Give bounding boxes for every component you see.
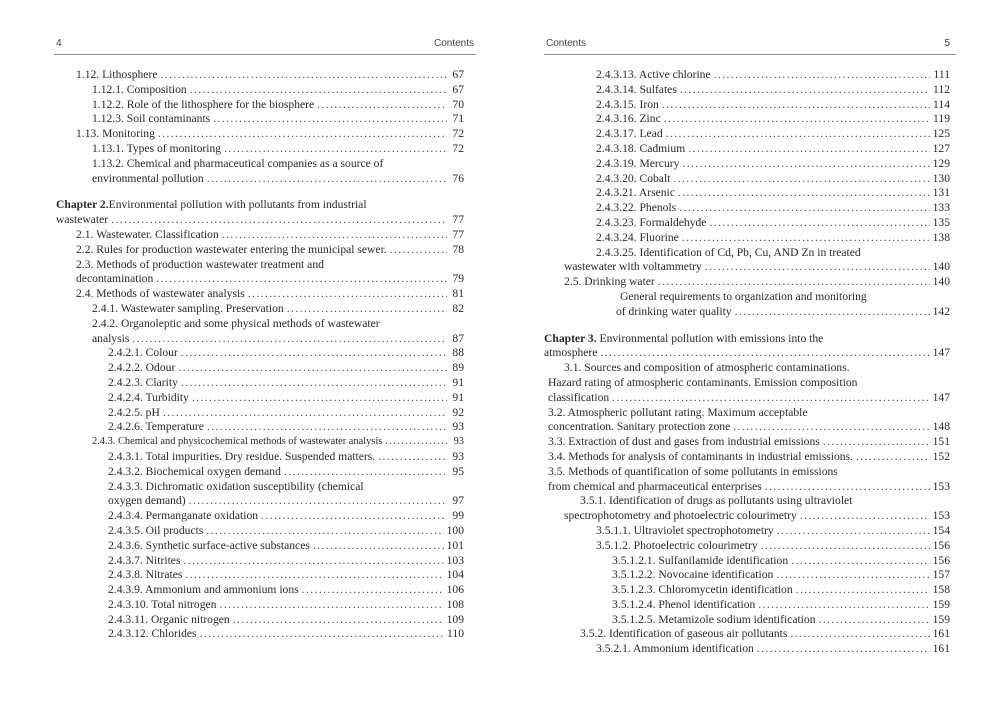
toc-entry[interactable]	[544, 554, 950, 569]
toc-page-number: 147	[932, 390, 950, 404]
toc-page-number: 129	[932, 156, 950, 170]
toc-entry[interactable]	[544, 583, 950, 598]
toc-leader-dots	[111, 213, 447, 228]
toc-leader-dots	[284, 465, 447, 480]
toc-page-number: 78	[452, 242, 464, 256]
toc-entry[interactable]	[56, 627, 464, 642]
toc-page-number: 95	[452, 464, 464, 478]
toc-page-number: 147	[932, 346, 950, 360]
toc-page-number: 110	[447, 627, 464, 641]
toc-entry-line: 1.13.2. Chemical and pharmaceutical companies as a source of	[92, 156, 384, 170]
toc-entry[interactable]	[56, 272, 464, 287]
toc-page-number: 77	[452, 213, 464, 227]
toc-entry[interactable]	[56, 346, 464, 361]
toc-entry-title: 2.4.3.9. Ammonium and ammonium ions	[108, 583, 299, 597]
toc-leader-dots	[185, 568, 443, 583]
toc-entry-title: 2.4.2.1. Colour	[108, 346, 178, 360]
toc-entry[interactable]	[544, 391, 950, 406]
toc-page-number: 97	[452, 494, 464, 508]
toc-entry[interactable]	[56, 83, 464, 98]
toc-page-number: 104	[446, 568, 464, 582]
toc-entry-title: 2.4.3.19. Mercury	[596, 156, 680, 170]
toc-entry[interactable]	[544, 420, 950, 435]
toc-entry[interactable]	[544, 642, 950, 657]
right-page	[500, 0, 1000, 704]
toc-page-number: 114	[933, 97, 950, 111]
toc-entry[interactable]	[56, 435, 464, 450]
toc-entry[interactable]	[544, 127, 950, 142]
chapter-label: Chapter 2.	[56, 198, 109, 212]
toc-leader-dots	[819, 613, 930, 628]
toc-page-number: 82	[452, 301, 464, 315]
toc-entry-title: 3.5.1.1. Ultraviolet spectrophotometry	[596, 523, 774, 537]
toc-entry-title: 2.5. Drinking water	[564, 275, 655, 289]
toc-entry[interactable]	[56, 127, 464, 142]
toc-page-number: 142	[932, 304, 950, 318]
toc-entry[interactable]	[56, 406, 464, 421]
toc-page-number: 91	[452, 390, 464, 404]
toc-entry-title: 2.4.3.14. Sulfates	[596, 82, 677, 96]
toc-leader-dots	[765, 480, 930, 495]
toc-entry[interactable]	[544, 435, 950, 450]
toc-leader-dots	[189, 494, 447, 509]
toc-entry-line: Hazard rating of atmospheric contaminants. Emission composition	[548, 375, 858, 389]
toc-leader-dots	[658, 275, 930, 290]
toc-entry[interactable]	[544, 305, 950, 320]
toc-entry-title: 2.4.3.7. Nitrites	[108, 553, 181, 567]
toc-leader-dots	[219, 598, 443, 613]
toc-entry[interactable]	[544, 186, 950, 201]
toc-page-number: 112	[933, 82, 950, 96]
toc-page-number: 100	[446, 523, 464, 537]
toc-entry[interactable]	[544, 275, 950, 290]
toc-entry[interactable]	[544, 346, 950, 361]
toc-entry[interactable]	[544, 480, 950, 495]
toc-entry[interactable]	[544, 172, 950, 187]
toc-entry[interactable]	[56, 450, 464, 465]
toc-entry[interactable]	[544, 216, 950, 231]
toc-entry[interactable]	[544, 98, 950, 113]
toc-page-number: 109	[446, 612, 464, 626]
left-running-header: Contents	[433, 38, 474, 49]
left-toc	[56, 68, 464, 642]
toc-entry-title: 2.4.2.2. Odour	[108, 361, 176, 375]
toc-leader-dots	[302, 583, 444, 598]
toc-entry-title: 2.4.3.5. Oil products	[108, 523, 204, 537]
toc-entry-title: 2.4.3.15. Iron	[596, 97, 659, 111]
toc-entry[interactable]	[544, 157, 950, 172]
toc-page-number: 111	[933, 68, 950, 81]
toc-page-number: 93	[452, 449, 464, 463]
toc-leader-dots	[207, 172, 447, 187]
toc-page-number: 92	[452, 405, 464, 419]
toc-page-number: 93	[452, 420, 464, 434]
toc-entry-title: 3.5.2. Identification of gaseous air pollutants	[580, 627, 788, 641]
toc-page-number: 157	[932, 568, 950, 582]
toc-entry-title: 2.4.3.20. Cobalt	[596, 171, 671, 185]
toc-leader-dots	[313, 539, 444, 554]
toc-leader-dots	[678, 186, 930, 201]
toc-leader-dots	[385, 435, 447, 450]
toc-leader-dots	[192, 391, 447, 406]
toc-page-number: 125	[932, 127, 950, 141]
toc-leader-dots	[160, 68, 447, 83]
toc-leader-dots	[600, 346, 929, 361]
toc-leader-dots	[158, 127, 447, 142]
toc-page-number: 101	[446, 538, 464, 552]
toc-page-number: 77	[452, 227, 464, 241]
toc-page-number: 151	[932, 435, 950, 449]
toc-entry-line: 3.5. Methods of quantification of some pollutants in emissions	[548, 464, 838, 478]
toc-entry-line: 2.4.3.25. Identification of Cd, Pb, Cu, AND Zn in treated	[596, 245, 861, 259]
toc-entry-title: 2.4.3.1. Total impurities. Dry residue. Suspended matters.	[108, 449, 376, 463]
toc-entry-title: 2.4.3.17. Lead	[596, 127, 663, 141]
toc-page-number: 138	[932, 230, 950, 244]
toc-page-number: 161	[932, 627, 950, 641]
toc-leader-dots	[181, 346, 447, 361]
toc-page-number: 71	[452, 112, 464, 126]
toc-entry-title: 2.4.2.3. Clarity	[108, 375, 178, 389]
toc-entry[interactable]	[544, 627, 950, 642]
toc-entry[interactable]	[544, 112, 950, 127]
toc-entry[interactable]	[56, 142, 464, 157]
toc-page-number: 156	[932, 553, 950, 567]
toc-entry[interactable]	[56, 524, 464, 539]
toc-entry[interactable]	[544, 509, 950, 524]
toc-entry[interactable]	[544, 83, 950, 98]
toc-leader-dots	[317, 98, 447, 113]
toc-entry-title: 3.5.1.2.2. Novocaine identification	[612, 568, 774, 582]
toc-entry[interactable]	[56, 613, 464, 628]
toc-entry-title: 2.4.3.2. Biochemical oxygen demand	[108, 464, 281, 478]
toc-page-number: 127	[932, 141, 950, 155]
toc-entry[interactable]	[56, 554, 464, 569]
toc-entry[interactable]	[544, 260, 950, 275]
left-page-number: 4	[56, 38, 62, 49]
toc-leader-dots	[714, 68, 931, 83]
toc-page-number: 76	[452, 171, 464, 185]
toc-entry[interactable]	[56, 112, 464, 127]
toc-page-number: 153	[932, 479, 950, 493]
toc-entry[interactable]	[544, 231, 950, 246]
toc-page-number: 158	[932, 583, 950, 597]
toc-leader-dots	[132, 332, 447, 347]
toc-page-number: 156	[932, 538, 950, 552]
toc-entry-title: 2.4.3.23. Formaldehyde	[596, 215, 707, 229]
toc-entry[interactable]	[56, 332, 464, 347]
toc-page-number: 119	[933, 112, 950, 126]
toc-entry-title: 2.4.3.10. Total nitrogen	[108, 597, 217, 611]
toc-entry-title: 3.5.1.2.1. Sulfanilamide identification	[612, 553, 789, 567]
toc-entry-title: concentration. Sanitary protection zone	[548, 420, 731, 434]
toc-entry-title: analysis	[92, 331, 130, 345]
toc-entry[interactable]	[544, 142, 950, 157]
toc-page-number: 148	[932, 420, 950, 434]
chapter-heading[interactable]: Chapter 3. Environmental pollution with emissions into the	[544, 331, 824, 345]
toc-entry-title: 2.1. Wastewater. Classification	[76, 227, 219, 241]
toc-entry[interactable]	[56, 583, 464, 598]
chapter-heading[interactable]: Chapter 2.Environmental pollution with pollutants from industrial	[56, 198, 367, 212]
left-header-rule	[54, 54, 476, 55]
toc-entry-title: 1.12.1. Composition	[92, 82, 187, 96]
toc-page-number: 154	[932, 523, 950, 537]
toc-leader-dots	[682, 231, 930, 246]
toc-leader-dots	[183, 554, 443, 569]
toc-entry-title: 3.5.1.2. Photoelectric colourimetry	[596, 538, 758, 552]
toc-leader-dots	[156, 272, 447, 287]
toc-leader-dots	[200, 627, 444, 642]
toc-entry[interactable]	[56, 539, 464, 554]
toc-entry[interactable]	[56, 568, 464, 583]
toc-entry[interactable]	[544, 450, 950, 465]
toc-page-number: 89	[452, 361, 464, 375]
toc-leader-dots	[777, 524, 930, 539]
toc-leader-dots	[662, 98, 930, 113]
toc-entry-title: 3.5.1.2.4. Phenol identification	[612, 597, 756, 611]
toc-entry-title: 2.4.3.18. Cadmium	[596, 141, 686, 155]
toc-entry-title: 2.4. Methods of wastewater analysis	[76, 287, 245, 301]
toc-page-number: 88	[452, 346, 464, 360]
toc-leader-dots	[673, 172, 929, 187]
toc-entry-title: oxygen demand)	[108, 494, 186, 508]
toc-leader-dots	[791, 554, 929, 569]
toc-entry-title: 2.4.1. Wastewater sampling. Preservation	[92, 301, 284, 315]
toc-leader-dots	[378, 450, 447, 465]
right-header-rule	[544, 54, 956, 55]
toc-entry-title: 2.4.3.12. Chlorides	[108, 627, 197, 641]
toc-leader-dots	[735, 305, 930, 320]
toc-leader-dots	[612, 391, 929, 406]
right-toc	[544, 68, 950, 657]
toc-entry-title: 3.3. Extraction of dust and gases from industrial emissions	[548, 435, 820, 449]
toc-leader-dots	[733, 420, 929, 435]
toc-entry[interactable]	[544, 524, 950, 539]
toc-entry-line: 2.3. Methods of production wastewater treatment and	[76, 257, 324, 271]
toc-page-number: 79	[452, 272, 464, 286]
toc-entry-title: 3.5.1.2.3. Chloromycetin identification	[612, 583, 793, 597]
toc-entry-title: 2.4.2.5. pH	[108, 405, 160, 419]
toc-page-number: 72	[452, 141, 464, 155]
toc-entry-title: 2.4.3.16. Zinc	[596, 112, 661, 126]
toc-entry-line: 3.5.1. Identification of drugs as pollutants using ultraviolet	[580, 494, 853, 508]
toc-entry[interactable]	[544, 68, 950, 83]
toc-page-number: 93	[453, 436, 464, 448]
toc-leader-dots	[666, 127, 930, 142]
toc-leader-dots	[248, 287, 447, 302]
toc-entry-title: 1.12.3. Soil contaminants	[92, 112, 211, 126]
toc-page-number: 99	[452, 509, 464, 523]
toc-entry[interactable]	[56, 465, 464, 480]
toc-entry[interactable]	[56, 213, 464, 228]
toc-page-number: 140	[932, 260, 950, 274]
toc-page-number: 67	[452, 68, 464, 81]
toc-entry-line: 2.4.3.3. Dichromatic oxidation susceptibility (chemical	[108, 479, 364, 493]
chapter-label: Chapter 3.	[544, 331, 597, 345]
toc-page-number: 153	[932, 509, 950, 523]
toc-entry-title: wastewater	[56, 213, 109, 227]
toc-entry-title: 1.13.1. Types of monitoring	[92, 141, 222, 155]
toc-leader-dots	[856, 450, 930, 465]
toc-entry-line: General requirements to organization and monitoring	[620, 289, 867, 303]
toc-entry[interactable]	[544, 598, 950, 613]
toc-leader-dots	[390, 243, 447, 258]
toc-page-number: 106	[446, 583, 464, 597]
toc-entry[interactable]	[544, 201, 950, 216]
toc-leader-dots	[709, 216, 929, 231]
toc-entry[interactable]	[56, 98, 464, 113]
toc-leader-dots	[207, 420, 447, 435]
toc-page-number: 91	[452, 375, 464, 389]
toc-entry-title: classification	[548, 390, 610, 404]
toc-entry[interactable]	[544, 613, 950, 628]
toc-entry[interactable]	[56, 509, 464, 524]
toc-leader-dots	[705, 260, 930, 275]
toc-entry-title: spectrophotometry and photoelectric colourimetry	[564, 509, 797, 523]
toc-leader-dots	[181, 376, 447, 391]
toc-leader-dots	[682, 157, 929, 172]
toc-entry-line: 3.2. Atmospheric pollutant rating. Maximum acceptable	[548, 405, 808, 419]
toc-leader-dots	[664, 112, 930, 127]
toc-entry-title: wastewater with voltammetry	[564, 260, 702, 274]
toc-entry[interactable]	[56, 302, 464, 317]
toc-entry[interactable]	[56, 376, 464, 391]
toc-entry-title: decontamination	[76, 272, 154, 286]
toc-entry-title: environmental pollution	[92, 171, 204, 185]
toc-leader-dots	[178, 361, 447, 376]
toc-entry[interactable]	[56, 391, 464, 406]
toc-leader-dots	[287, 302, 447, 317]
toc-entry-title: 2.4.3.11. Organic nitrogen	[108, 612, 230, 626]
toc-entry-title: 3.5.2.1. Ammonium identification	[596, 642, 754, 656]
toc-entry[interactable]	[56, 243, 464, 258]
toc-leader-dots	[680, 83, 930, 98]
toc-entry-title: 3.4. Methods for analysis of contaminants in industrial emissions.	[548, 449, 853, 463]
toc-page-number: 81	[452, 287, 464, 301]
toc-entry[interactable]	[56, 287, 464, 302]
toc-entry-title: 3.5.1.2.5. Metamizole sodium identification	[612, 612, 816, 626]
toc-page-number: 131	[932, 186, 950, 200]
toc-entry-title: 2.4.3.4. Permanganate oxidation	[108, 509, 259, 523]
toc-page-number: 87	[452, 331, 464, 345]
toc-leader-dots	[222, 228, 447, 243]
toc-leader-dots	[233, 613, 444, 628]
toc-page-number: 67	[452, 82, 464, 96]
toc-leader-dots	[796, 583, 930, 598]
toc-entry-title: 1.13. Monitoring	[76, 127, 155, 141]
toc-page-number: 152	[932, 449, 950, 463]
toc-leader-dots	[163, 406, 447, 421]
toc-entry-title: 2.4.3.8. Nitrates	[108, 568, 183, 582]
toc-page-number: 108	[446, 597, 464, 611]
toc-entry-title: 2.4.3.24. Fluorine	[596, 230, 679, 244]
toc-leader-dots	[823, 435, 930, 450]
toc-entry-title: 1.12.2. Role of the lithosphere for the biosphere	[92, 97, 315, 111]
toc-leader-dots	[261, 509, 447, 524]
toc-entry-title: atmosphere	[544, 346, 598, 360]
toc-entry[interactable]	[544, 568, 950, 583]
toc-entry-title: 2.4.3.6. Synthetic surface-active substances	[108, 538, 310, 552]
toc-entry-title: from chemical and pharmaceutical enterprises	[548, 479, 762, 493]
toc-leader-dots	[790, 627, 929, 642]
toc-page-number: 159	[932, 612, 950, 626]
toc-leader-dots	[206, 524, 443, 539]
toc-entry-title: 2.2. Rules for production wastewater entering the municipal sewer.	[76, 242, 387, 256]
toc-entry-title: 2.4.2.4. Turbidity	[108, 390, 189, 404]
toc-leader-dots	[224, 142, 447, 157]
toc-leader-dots	[213, 112, 447, 127]
toc-entry[interactable]	[56, 228, 464, 243]
toc-page-number: 161	[932, 642, 950, 656]
toc-page-number: 70	[452, 97, 464, 111]
toc-leader-dots	[679, 201, 929, 216]
right-running-header: Contents	[546, 38, 587, 49]
toc-entry-title: 1.12. Lithosphere	[76, 68, 158, 81]
toc-entry-title: of drinking water quality	[616, 304, 732, 318]
toc-entry-title: 2.4.3.21. Arsenic	[596, 186, 675, 200]
toc-entry[interactable]	[56, 494, 464, 509]
toc-entry-line: 3.1. Sources and composition of atmospheric contaminations.	[564, 361, 850, 375]
toc-entry[interactable]	[56, 172, 464, 187]
toc-entry[interactable]	[56, 598, 464, 613]
toc-page-number: 72	[452, 127, 464, 141]
toc-entry-title: 2.4.3. Chemical and physicochemical methods of wastewater analysis	[92, 436, 383, 448]
toc-page-number: 130	[932, 171, 950, 185]
toc-entry[interactable]	[544, 539, 950, 554]
toc-entry-line: 2.4.2. Organoleptic and some physical methods of wastewater	[92, 316, 380, 330]
toc-entry-title: 2.4.2.6. Temperature	[108, 420, 204, 434]
toc-entry[interactable]	[56, 420, 464, 435]
toc-page-number: 140	[932, 275, 950, 289]
toc-page-number: 103	[446, 553, 464, 567]
toc-page-number: 133	[932, 201, 950, 215]
toc-entry[interactable]	[56, 361, 464, 376]
toc-entry[interactable]	[56, 68, 464, 83]
right-page-number: 5	[944, 38, 950, 49]
toc-leader-dots	[800, 509, 930, 524]
toc-leader-dots	[758, 598, 929, 613]
toc-entry-title: 2.4.3.22. Phenols	[596, 201, 677, 215]
toc-leader-dots	[688, 142, 929, 157]
toc-leader-dots	[757, 642, 930, 657]
toc-entry-title: 2.4.3.13. Active chlorine	[596, 68, 711, 81]
toc-leader-dots	[761, 539, 930, 554]
toc-leader-dots	[776, 568, 929, 583]
toc-leader-dots	[190, 83, 447, 98]
toc-page-number: 135	[932, 215, 950, 229]
toc-page-number: 159	[932, 597, 950, 611]
